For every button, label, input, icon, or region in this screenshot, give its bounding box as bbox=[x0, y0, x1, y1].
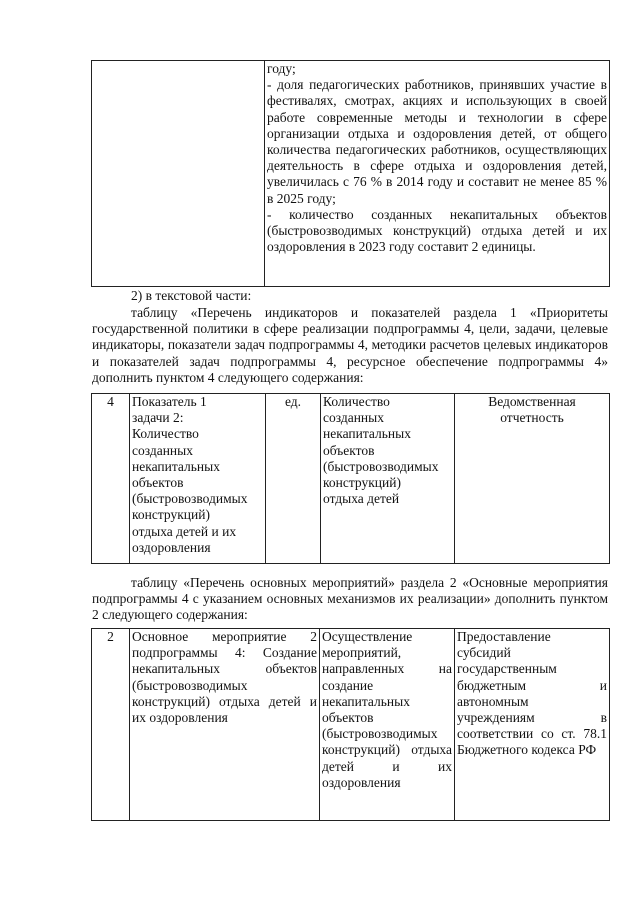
empty-cell bbox=[92, 61, 265, 287]
row-number-cell: 4 bbox=[92, 394, 130, 564]
main-event-cell: Основное мероприятие 2 подпрограммы 4: Создание некапитальных объектов (быстровозводимых конструкций) отдыха детей и их оздоровления bbox=[130, 629, 320, 821]
row-number-cell: 2 bbox=[92, 629, 130, 821]
table-row bbox=[92, 394, 610, 564]
item-2-heading: 2) в текстовой части: bbox=[131, 288, 252, 303]
main-event-row-table bbox=[91, 628, 610, 821]
event-content-cell: Осуществление мероприятий, направленных на создание некапитальных объектов (быстровозводимых конструкций) отдыха детей и их оздоровления bbox=[320, 629, 455, 821]
instruction-paragraph-1: таблицу «Перечень индикаторов и показателей раздела 1 «Приоритеты государственной политики в сфере реализации подпрограммы 4, цели, задачи, целевые индикаторы, показатели задач подпрограммы 4, методики расчетов целевых индикаторов и показателей задач подпрограммы 4, ресурсное обеспечение подпрограммы 4» дополнить пунктом 4 следующего содержания: bbox=[92, 305, 608, 385]
indicator-row-table bbox=[91, 393, 610, 564]
indicator-definition-cell: Количество созданных некапитальных объектов (быстровозводимых конструкций) отдыха детей bbox=[321, 394, 455, 564]
table-row bbox=[92, 629, 610, 821]
indicator-name-cell: Показатель 1 задачи 2: Количество созданных некапитальных объектов (быстровозводимых конструкций) отдыха детей и их оздоровления bbox=[130, 394, 266, 564]
unit-cell: ед. bbox=[266, 394, 321, 564]
instruction-paragraph-2: таблицу «Перечень основных мероприятий» раздела 2 «Основные мероприятия подпрограммы 4 с указанием основных механизмов их реализации» дополнить пунктом 2 следующего содержания: bbox=[92, 575, 608, 623]
indicators-text-cell: году; - доля педагогических работников, принявших участие в фестивалях, смотрах, акциях и использующих в своей работе современные методы и технологии в сфере организации отдыха и оздоровления детей, от общего количества педагогических работников, осуществляющих деятельность в сфере отдыха и оздоровления детей, увеличилась с 76 % в 2014 году и составит не менее 85 % в 2025 году; - количество созданных некапитальных объектов (быстровозводимых конструкций) отдыха детей и их оздоровления в 2023 году составит 2 единицы. bbox=[265, 61, 610, 287]
implementation-mechanism-cell: Предоставление субсидий государственным бюджетным и автономным учреждениям в соответствии со ст. 78.1 Бюджетного кодекса РФ bbox=[455, 629, 610, 821]
data-source-cell: Ведомственная отчетность bbox=[455, 394, 610, 564]
table-row bbox=[92, 61, 610, 287]
indicators-continuation-table bbox=[91, 60, 610, 287]
